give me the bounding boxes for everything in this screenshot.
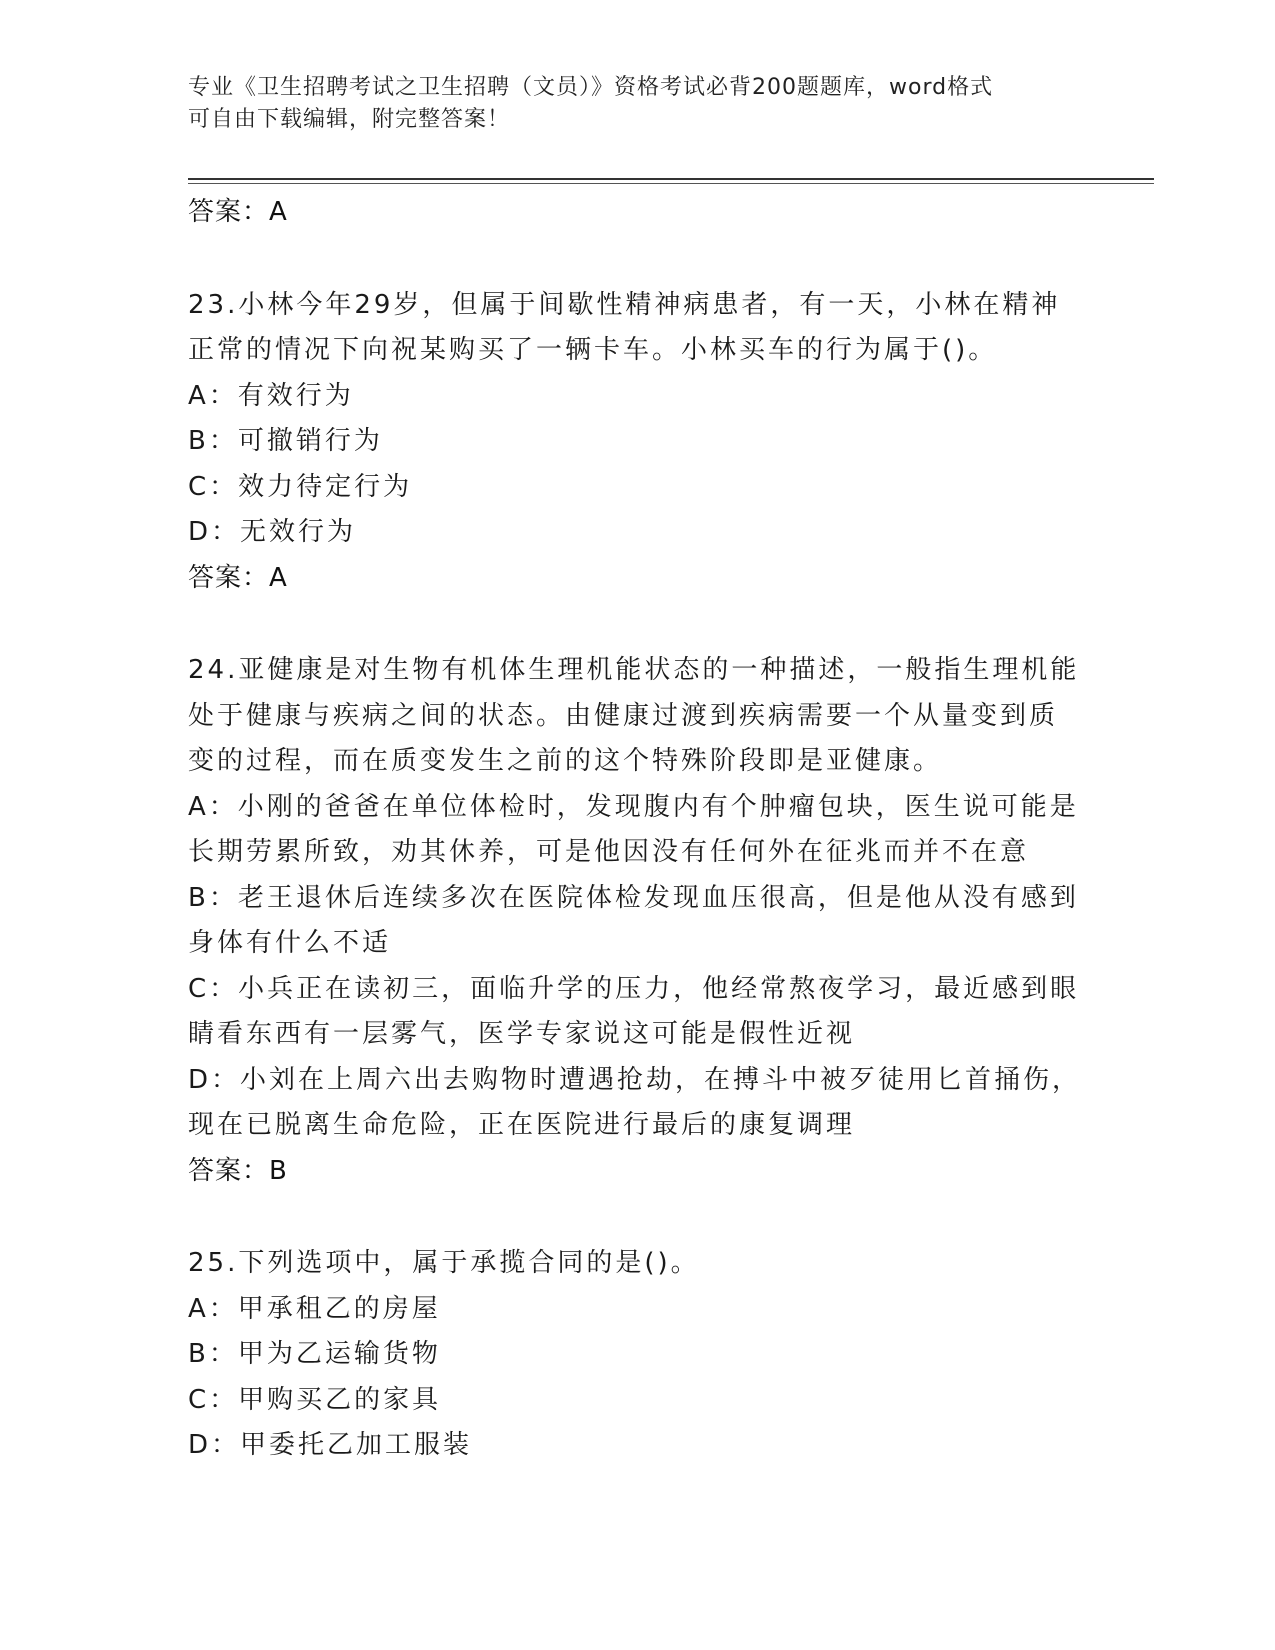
question-23-option-c: C：效力待定行为 (188, 471, 413, 502)
answer-22: 答案：A (188, 197, 288, 227)
header-line-2: 可自由下载编辑，附完整答案！ (188, 107, 511, 132)
question-24-option-a-line: A：小刚的爸爸在单位体检时，发现腹内有个肿瘤包块，医生说可能是 (188, 791, 1079, 822)
header-rule-thin (188, 183, 1154, 184)
question-24 (188, 648, 1088, 1194)
header-rule-thick (188, 178, 1154, 180)
question-23 (188, 283, 1088, 602)
question-24-option-d-line: D：小刘在上周六出去购物时遭遇抢劫，在搏斗中被歹徒用匕首捅伤， (188, 1064, 1082, 1095)
question-24-stem-line: 变的过程，而在质变发生之前的这个特殊阶段即是亚健康。 (188, 746, 943, 776)
question-24-option-c-line: 睛看东西有一层雾气，医学专家说这可能是假性近视 (188, 1019, 856, 1049)
answer-24: 答案：B (188, 1155, 288, 1186)
question-24-option-a-line: 长期劳累所致，劝其休养，可是他因没有任何外在征兆而并不在意 (188, 837, 1030, 867)
question-23-stem-line: 23.小林今年29岁，但属于间歇性精神病患者，有一天，小林在精神 (188, 289, 1061, 320)
spacer (188, 601, 1088, 648)
question-24-option-b-line: 身体有什么不适 (188, 928, 392, 958)
question-24-stem-line: 处于健康与疾病之间的状态。由健康过渡到疾病需要一个从量变到质 (188, 700, 1059, 731)
question-23-option-a: A：有效行为 (188, 380, 354, 411)
spacer (188, 236, 1088, 283)
question-23-option-b: B：可撤销行为 (188, 426, 383, 456)
question-24-option-c-line: C：小兵正在读初三，面临升学的压力，他经常熬夜学习，最近感到眼 (188, 973, 1080, 1004)
document-header (188, 72, 1068, 136)
question-24-option-d-line: 现在已脱离生命危险，正在医院进行最后的康复调理 (188, 1110, 856, 1140)
question-24-stem-line: 24.亚健康是对生物有机体生理机能状态的一种描述，一般指生理机能 (188, 655, 1080, 685)
question-25-option-d: D：甲委托乙加工服装 (188, 1430, 473, 1460)
question-25-option-a: A：甲承租乙的房屋 (188, 1293, 441, 1324)
question-23-option-d: D：无效行为 (188, 517, 357, 547)
question-25-option-c: C：甲购买乙的家具 (188, 1384, 442, 1415)
question-24-option-b-line: B：老王退休后连续多次在医院体检发现血压很高，但是他从没有感到 (188, 882, 1079, 913)
spacer (188, 1194, 1088, 1241)
answer-23: 答案：A (188, 562, 288, 593)
question-25-option-b: B：甲为乙运输货物 (188, 1339, 441, 1369)
question-23-stem-line: 正常的情况下向祝某购买了一辆卡车。小林买车的行为属于()。 (188, 335, 998, 365)
question-25 (188, 1241, 1088, 1469)
header-line-1: 专业《卫生招聘考试之卫生招聘（文员）》资格考试必背200题题库，word格式 (188, 75, 994, 100)
document-body (188, 190, 1088, 1469)
question-25-stem-line: 25.下列选项中，属于承揽合同的是()。 (188, 1248, 700, 1278)
